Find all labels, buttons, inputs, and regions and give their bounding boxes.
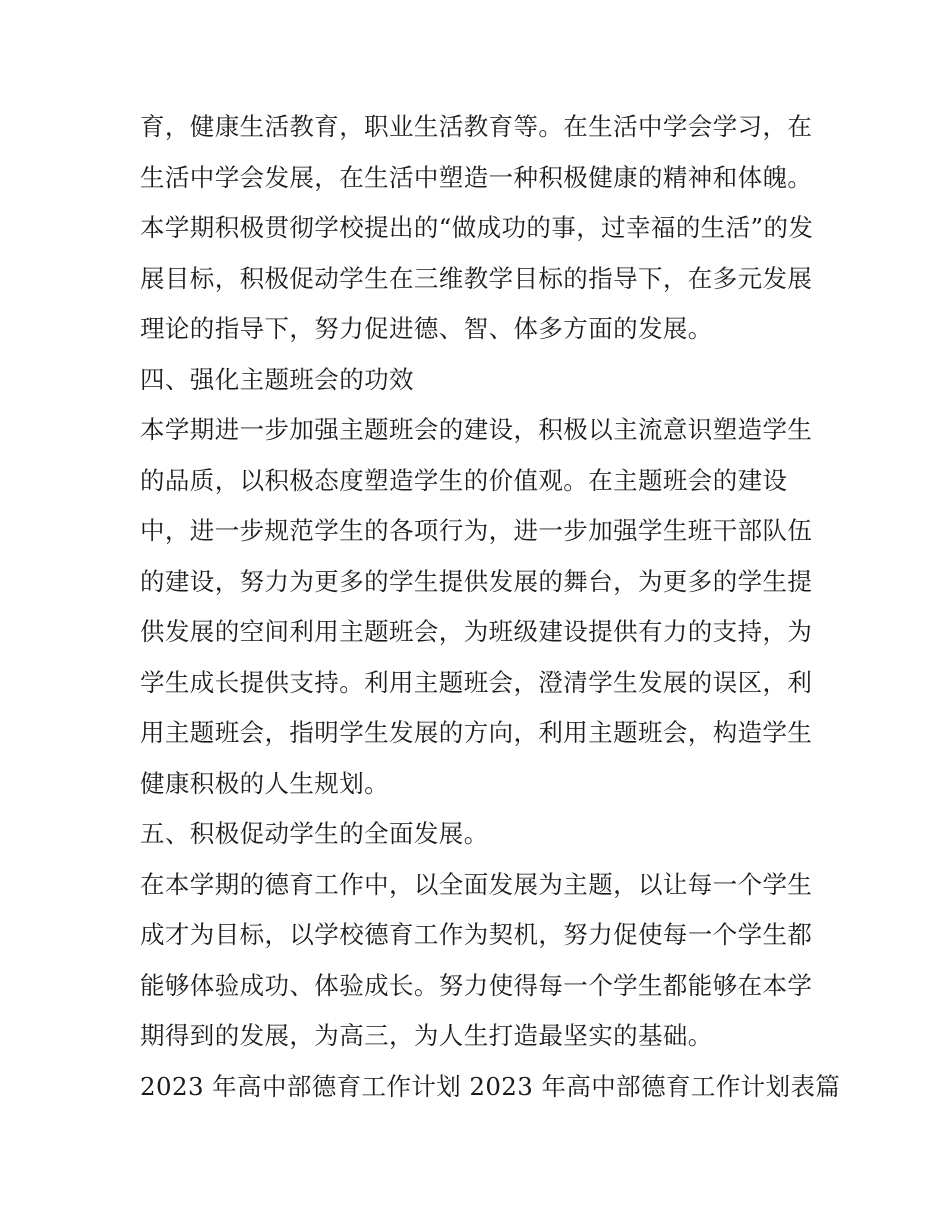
- text-line: 理论的指导下，努力促进德、智、体多方面的发展。: [140, 314, 713, 343]
- text-line: 本学期进一步加强主题班会的建设，积极以主流意识塑造学生: [140, 415, 813, 444]
- document-title-line: 2023 年高中部德育工作计划 2023 年高中部德育工作计划表篇: [140, 1071, 841, 1101]
- text-line: 能够体验成功、体验成长。努力使得每一个学生都能够在本学: [140, 970, 813, 1000]
- text-line: 用主题班会，指明学生发展的方向，利用主题班会，构造学生: [140, 718, 813, 747]
- text-line: 在本学期的德育工作中，以全面发展为主题，以让每一个学生: [140, 869, 813, 899]
- text-line: 成才为目标，以学校德育工作为契机，努力促使每一个学生都: [140, 920, 813, 949]
- document-body: [140, 102, 841, 1112]
- text-line: 育，健康生活教育，职业生活教育等。在生活中学会学习，在: [140, 112, 813, 141]
- text-line: 本学期积极贯彻学校提出的“做成功的事，过幸福的生活”的发: [140, 213, 814, 242]
- text-line: 健康积极的人生规划。: [140, 768, 389, 798]
- text-line: 供发展的空间利用主题班会，为班级建设提供有力的支持，为: [140, 617, 813, 646]
- text-line: 期得到的发展，为高三，为人生打造最坚实的基础。: [140, 1021, 713, 1050]
- text-line: 的建设，努力为更多的学生提供发展的舞台，为更多的学生提: [140, 566, 813, 596]
- text-line: 展目标，积极促动学生在三维教学目标的指导下，在多元发展: [140, 263, 813, 293]
- text-line: 学生成长提供支持。利用主题班会，澄清学生发展的误区，利: [140, 667, 813, 697]
- text-line: 中，进一步规范学生的各项行为，进一步加强学生班干部队伍: [140, 516, 813, 545]
- text-line: 的品质，以积极态度塑造学生的价值观。在主题班会的建设: [140, 465, 788, 495]
- section-heading: 四、强化主题班会的功效: [140, 364, 414, 394]
- text-line: 生活中学会发展，在生活中塑造一种积极健康的精神和体魄。: [140, 162, 813, 192]
- section-heading: 五、积极促动学生的全面发展。: [140, 819, 489, 848]
